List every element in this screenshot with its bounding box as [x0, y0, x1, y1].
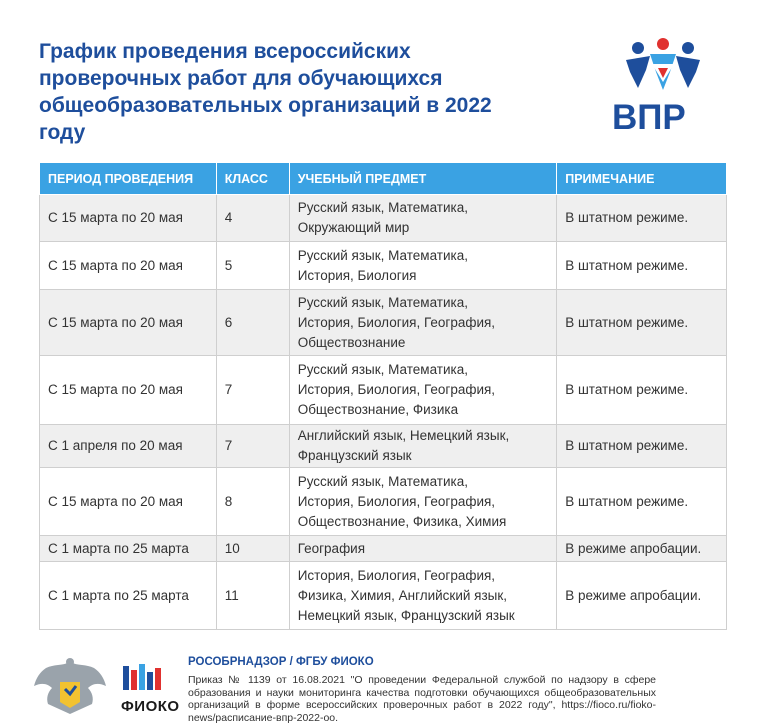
cell-note: В штатном режиме. [557, 242, 727, 290]
cell-period: С 1 апреля по 20 мая [40, 425, 217, 468]
subject-line: Русский язык, Математика, [297, 200, 468, 215]
cell-note: В штатном режиме. [557, 425, 727, 468]
table-row [40, 536, 727, 562]
subject-line: История, Биология, География, [297, 382, 496, 397]
cell-period: С 15 марта по 20 мая [40, 242, 217, 290]
footer-source: Приказ № 1139 от 16.08.2021 "О проведении Федеральной службой по надзору в сфере образования и науки мониторинга качества подготовки обучающихся общеобразовательных организаций в форме всероссийских проверочных работ в 2022 году", https://fioco.ru/fioko-news/расписание-впр-2022-оо. [188, 674, 656, 724]
subject-line: История, Биология, География, [297, 567, 496, 583]
schedule-table [39, 162, 727, 630]
cell-note: В штатном режиме. [557, 195, 727, 242]
subject-line: Немецкий язык, Французский язык [297, 607, 515, 623]
cell-period: С 15 марта по 20 мая [40, 356, 217, 425]
subject-line: Русский язык, Математика, [297, 473, 468, 489]
table-row [40, 242, 727, 290]
subject-line: Физика, Химия, Английский язык, [297, 587, 508, 603]
cell-subject [289, 468, 557, 536]
subject-line: Русский язык, Математика, [297, 294, 468, 310]
subject-line: Русский язык, Математика, [297, 247, 468, 263]
subject-line: Окружающий мир [297, 220, 410, 235]
cell-subject [289, 242, 557, 290]
cell-period: С 1 марта по 25 марта [40, 562, 217, 630]
subject-line: Обществознание, Физика [297, 402, 459, 417]
table-row [40, 468, 727, 536]
cell-note: В штатном режиме. [557, 468, 727, 536]
cell-grade: 10 [216, 536, 289, 562]
cell-subject [289, 562, 557, 630]
cell-note: В штатном режиме. [557, 356, 727, 425]
column-header-note: ПРИМЕЧАНИЕ [557, 163, 727, 195]
subject-line: История, Биология [297, 267, 417, 283]
cell-subject [289, 356, 557, 425]
cell-subject [289, 425, 557, 468]
cell-period: С 1 марта по 25 марта [40, 536, 217, 562]
subject-line: Обществознание [297, 334, 406, 350]
column-header-subject: УЧЕБНЫЙ ПРЕДМЕТ [289, 163, 557, 195]
table-row [40, 356, 727, 425]
table-header-row [40, 163, 727, 195]
rosobrnadzor-emblem-icon [32, 656, 108, 718]
table-row [40, 425, 727, 468]
cell-period: С 15 марта по 20 мая [40, 195, 217, 242]
cell-note: В режиме апробации. [557, 536, 727, 562]
fioko-label: ФИОКО [121, 698, 180, 715]
cell-grade: 5 [216, 242, 289, 290]
cell-grade: 6 [216, 290, 289, 356]
column-header-period: ПЕРИОД ПРОВЕДЕНИЯ [40, 163, 217, 195]
cell-grade: 11 [216, 562, 289, 630]
cell-grade: 7 [216, 356, 289, 425]
cell-period: С 15 марта по 20 мая [40, 468, 217, 536]
subject-line: Русский язык, Математика, [297, 362, 468, 377]
cell-subject [289, 290, 557, 356]
cell-grade: 4 [216, 195, 289, 242]
subject-line: Английский язык, Немецкий язык, [297, 428, 510, 443]
subject-line: Обществознание, Физика, Химия [297, 513, 507, 529]
cell-note: В штатном режиме. [557, 290, 727, 356]
table-row [40, 562, 727, 630]
cell-period: С 15 марта по 20 мая [40, 290, 217, 356]
page-title: График проведения всероссийских проверочных работ для обучающихся общеобразовательных организаций в 2022 году [39, 40, 492, 144]
cell-note: В режиме апробации. [557, 562, 727, 630]
table-row [40, 290, 727, 356]
subject-line: История, Биология, География, [297, 493, 496, 509]
vpr-logo-text: ВПР [612, 98, 686, 137]
cell-subject [289, 195, 557, 242]
subject-line: История, Биология, География, [297, 314, 496, 330]
footer-org: РОСОБРНАДЗОР / ФГБУ ФИОКО [188, 656, 374, 668]
fioko-logo-icon [121, 662, 165, 696]
subject-line: География [297, 540, 366, 556]
cell-grade: 8 [216, 468, 289, 536]
subject-line: Французский язык [297, 448, 412, 463]
cell-grade: 7 [216, 425, 289, 468]
cell-subject [289, 536, 557, 562]
column-header-grade: КЛАСС [216, 163, 289, 195]
table-row [40, 195, 727, 242]
